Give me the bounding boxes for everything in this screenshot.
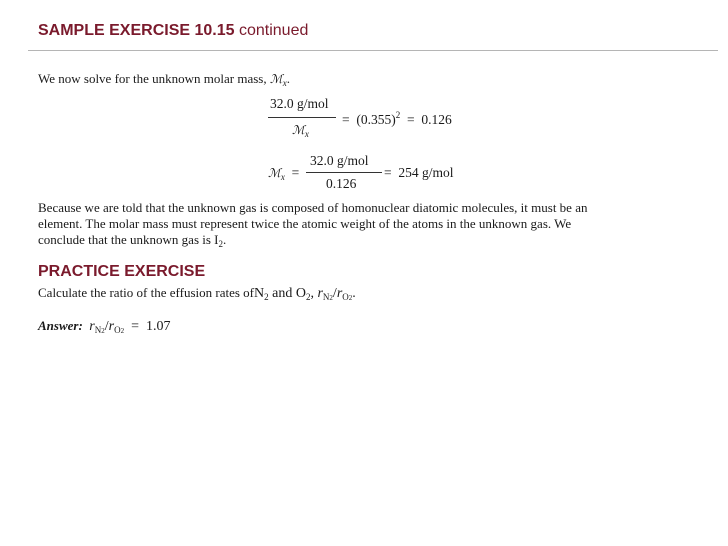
eq2-equals2: = (384, 165, 392, 180)
intro-text: We now solve for the unknown molar mass, (38, 71, 267, 86)
eq1-fraction-bar (268, 117, 336, 118)
eq1-base: (0.355) (356, 112, 396, 127)
conclusion-line-3-text: conclude that the unknown gas is I (38, 232, 219, 247)
ratio-slash: / (332, 286, 337, 301)
answer-n2-label: N2 (94, 325, 105, 335)
eq1-result: 0.126 (421, 112, 452, 127)
gas-n2: N (254, 286, 265, 301)
intro-sentence (38, 71, 290, 91)
eq1-exponent: 2 (395, 110, 401, 120)
intro-period: . (286, 71, 290, 86)
practice-gases (254, 286, 356, 301)
conclusion-line-2: element. The molar mass must represent twice the atomic weight of the atoms in the unknown gas. We (38, 216, 572, 231)
practice-period: . (352, 286, 356, 301)
answer-expression (89, 319, 170, 334)
gas-n2-subscript: 2 (264, 292, 269, 302)
eq2-denominator: 0.126 (326, 176, 357, 191)
eq2-numerator: 32.0 g/mol (310, 153, 369, 168)
eq1-equals2: = (407, 112, 415, 127)
practice-question (38, 285, 356, 306)
eq2-fraction-bar (306, 172, 382, 173)
molar-mass-subscript: x (282, 78, 287, 88)
gas-o2: O (295, 286, 306, 301)
conclusion-period: . (223, 232, 227, 247)
eq1-equals: = (342, 112, 350, 127)
eq2-result: 254 g/mol (398, 165, 454, 180)
eq2-lhs-subscript: x (280, 172, 285, 182)
rate-n2-label: N2 (322, 292, 333, 302)
practice-title: PRACTICE EXERCISE (38, 263, 206, 280)
eq2-lhs-symbol: ℳ (268, 166, 281, 180)
answer-label: Answer: (38, 318, 83, 333)
answer-slash: / (104, 319, 109, 334)
eq1-denominator-symbol: ℳ (292, 123, 305, 137)
gas-o2-subscript: 2 (305, 292, 311, 302)
eq1-rhs (342, 110, 452, 128)
answer-value: 1.07 (146, 319, 171, 334)
eq1-denominator (292, 122, 309, 139)
answer-rate-r-o2: r (108, 319, 115, 334)
eq1-numerator: 32.0 g/mol (270, 96, 329, 111)
eq2-rhs (384, 165, 454, 181)
eq1-denominator-subscript: x (304, 129, 309, 139)
practice-comma: , (310, 286, 314, 301)
exercise-title-continued: continued (238, 22, 309, 39)
exercise-title: SAMPLE EXERCISE 10.15 (38, 22, 235, 39)
conclusion-line-3 (38, 232, 226, 252)
eq2-equals: = (291, 165, 300, 180)
molar-mass-symbol: ℳ (269, 72, 283, 86)
conclusion-line-1: Because we are told that the unknown gas is composed of homonuclear diatomic molecules, it must be an (38, 200, 588, 215)
answer-rate-r-n2: r (89, 319, 95, 334)
practice-question-text: Calculate the ratio of the effusion rates of (38, 285, 254, 300)
eq2-lhs (268, 165, 299, 182)
answer-o2-label: O2 (114, 325, 125, 335)
answer-equals: = (131, 319, 139, 334)
exercise-header (38, 22, 308, 40)
practice-and: and (272, 286, 293, 301)
iodine-subscript: 2 (218, 239, 224, 249)
rate-r-o2: r (336, 286, 343, 301)
rate-r-n2: r (317, 286, 323, 301)
header-divider (28, 50, 718, 51)
practice-answer (38, 318, 171, 339)
rate-o2-label: O2 (342, 292, 353, 302)
